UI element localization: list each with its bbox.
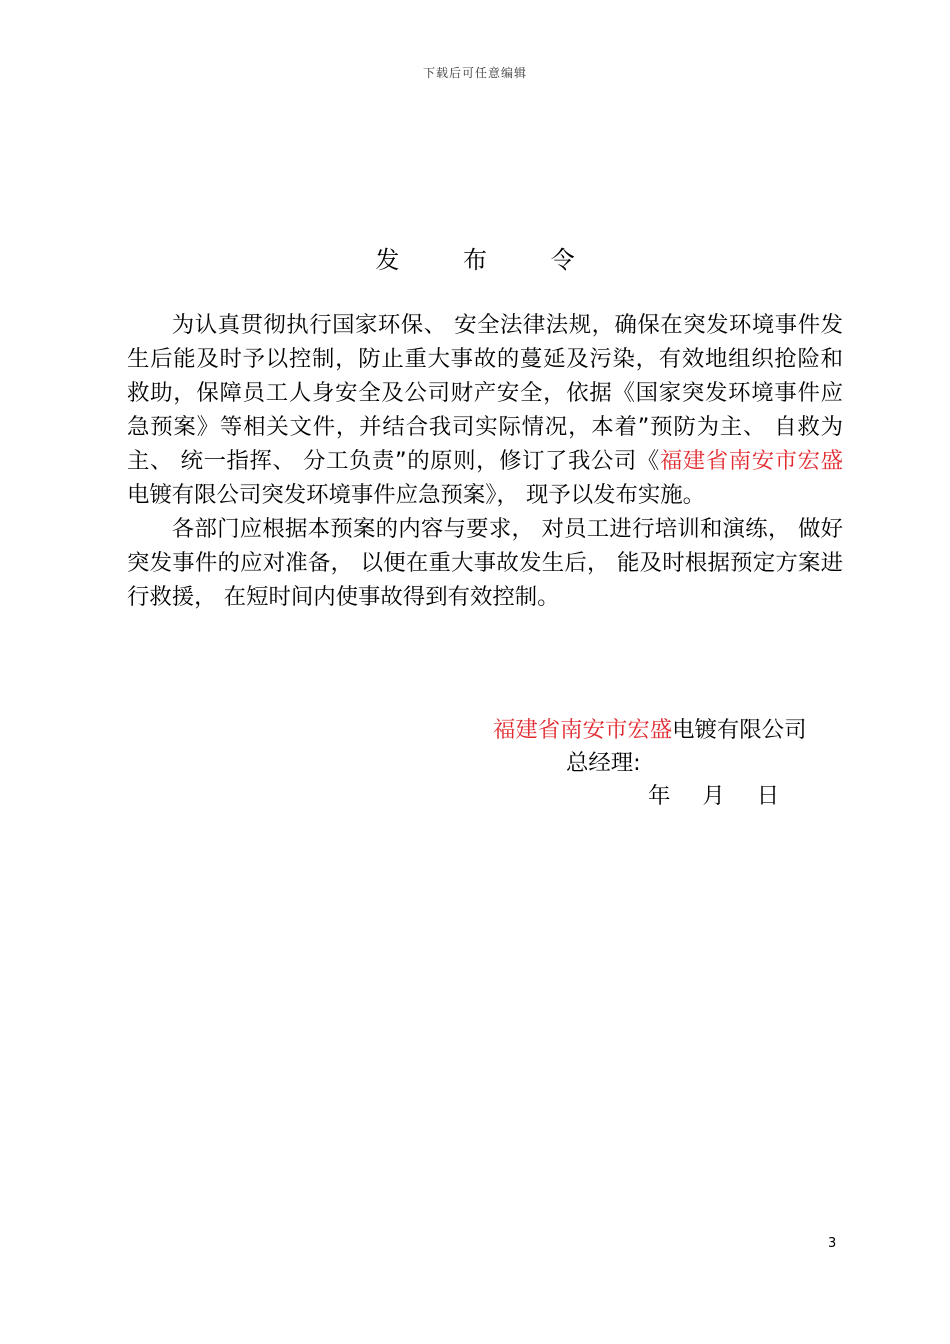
date-day-label: 日 [756, 783, 780, 809]
signature-company [493, 712, 806, 744]
signature-date [648, 778, 779, 810]
paragraph-2: 各部门应根据本预案的内容与要求， 对员工进行培训和演练， 做好突发事件的应对准备， 以便在重大事故发生后， 能及时根据预定方案进行救援， 在短时间内使事故得到有效控制。 [127, 516, 843, 610]
date-month-label: 月 [702, 783, 725, 809]
document-body [127, 308, 843, 614]
signature-company-rest: 电镀有限公司 [672, 717, 807, 743]
document-title: 发 布 令 [375, 246, 603, 274]
page-number: 3 [828, 1236, 837, 1251]
date-year-label: 年 [648, 783, 671, 809]
signature-company-highlight: 福建省南安市宏盛 [493, 717, 673, 743]
header-note: 下载后可任意编辑 [422, 66, 527, 80]
paragraph-1 [127, 308, 843, 512]
signature-gm-label: 总经理: [566, 750, 641, 776]
company-name-highlight: 福建省南安市宏盛 [659, 448, 844, 474]
paragraph-1-part-2: 电镀有限公司突发环境事件应急预案》， 现予以发布实施。 [127, 482, 706, 508]
paragraph-1-part-1: 为认真贯彻执行国家环保、 安全法律法规，确保在突发环境事件发生后能及时予以控制，防止重大事故的蔓延及污染，有效地组织抢险和救助，保障员工人身安全及公司财产安全，依据《国家突发环境事件应急预案》等相关文件，并结合我司实际情况，本着”预防为主、 自救为主、 统一指挥、 分工负责”的原则，修订了我公司《 [127, 312, 843, 474]
